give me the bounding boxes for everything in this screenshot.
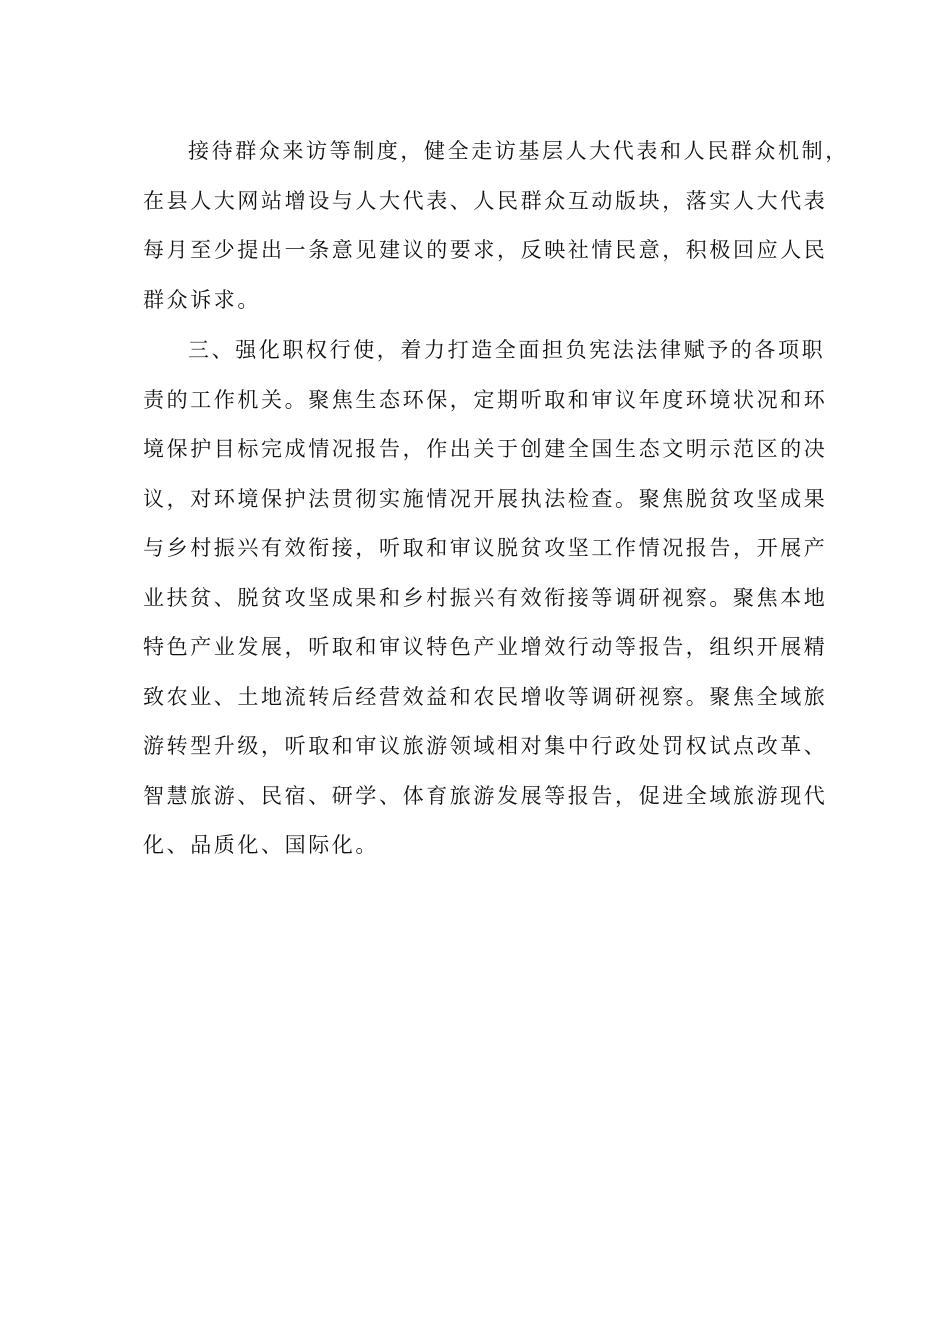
paragraph-line: 境保护目标完成情况报告，作出关于创建全国生态文明示范区的决 [143,437,828,461]
paragraph-line: 特色产业发展，听取和审议特色产业增效行动等报告，组织开展精 [143,635,828,659]
paragraph-line: 每月至少提出一条意见建议的要求，反映社情民意，积极回应人民 [143,238,828,262]
paragraph-line: 三、强化职权行使，着力打造全面担负宪法法律赋予的各项职 [188,338,826,362]
paragraph-line: 致农业、土地流转后经营效益和农民增收等调研视察。聚焦全域旅 [143,684,828,709]
paragraph-1 [143,127,849,325]
paragraph-line: 在县人大网站增设与人大代表、人民群众互动版块，落实人大代表 [143,188,828,213]
paragraph-line: 业扶贫、脱贫攻坚成果和乡村振兴有效衔接等调研视察。聚焦本地 [143,585,828,610]
paragraph-2 [143,326,828,871]
paragraph-line: 与乡村振兴有效衔接，听取和审议脱贫攻坚工作情况报告，开展产 [143,536,828,560]
paragraph-line: 智慧旅游、民宿、研学、体育旅游发展等报告，促进全域旅游现代 [143,783,828,808]
paragraph-line: 游转型升级，听取和审议旅游领域相对集中行政处罚权试点改革、 [143,734,828,758]
paragraph-line: 议，对环境保护法贯彻实施情况开展执法检查。聚焦脱贫攻坚成果 [143,486,828,511]
paragraph-line: 化、品质化、国际化。 [143,833,379,857]
paragraph-line: 群众诉求。 [143,287,261,312]
paragraph-line: 责的工作机关。聚焦生态环保，定期听取和审议年度环境状况和环 [143,387,828,412]
paragraph-line: 接待群众来访等制度，健全走访基层人大代表和人民群众机制， [188,139,849,163]
